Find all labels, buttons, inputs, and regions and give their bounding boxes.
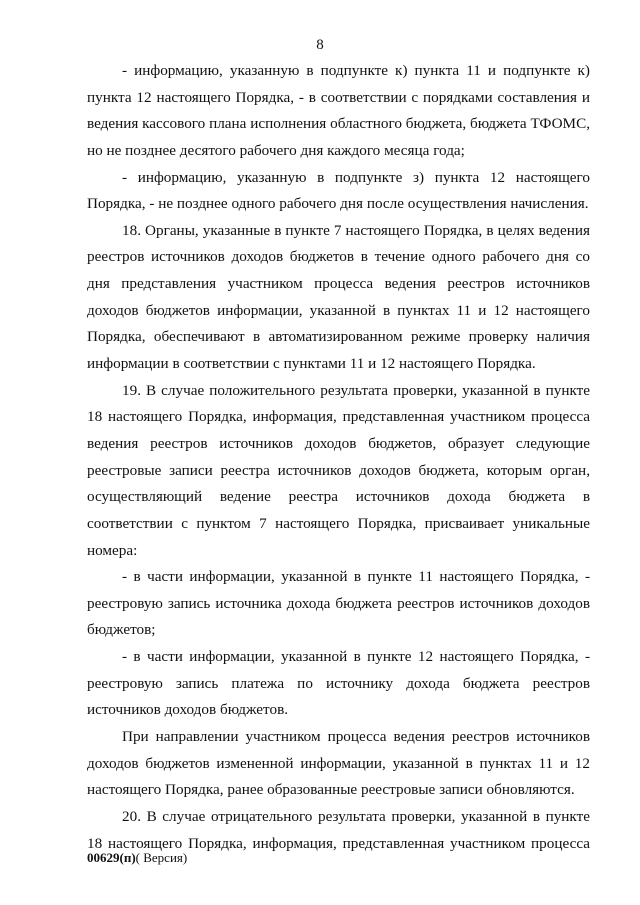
page-number: 8 — [316, 37, 324, 53]
text-line: ведения реестров источников доходов бюджетов, образует следующие — [87, 434, 590, 452]
text-line: соответствии с пунктом 7 настоящего Порядка, присваивает уникальные — [87, 514, 590, 532]
text-line: осуществляющий ведение реестра источников дохода бюджета в — [87, 488, 590, 506]
text-line: Порядка, - не позднее одного рабочего дня после осуществления начисления. — [87, 195, 589, 213]
text-line: ведения кассового плана исполнения областного бюджета, бюджета ТФОМС, — [87, 115, 590, 133]
text-line: настоящего Порядка, ранее образованные реестровые записи обновляются. — [87, 781, 575, 799]
text-line: - информацию, указанную в подпункте к) пункта 11 и подпункте к) — [122, 62, 590, 79]
text-line: - в части информации, указанной в пункте 11 настоящего Порядка, - — [122, 568, 590, 586]
text-line: 18. Органы, указанные в пункте 7 настоящего Порядка, в целях ведения — [122, 221, 590, 239]
text-line: 18 настоящего Порядка, информация, представленная участником процесса — [87, 834, 590, 852]
document-footer — [87, 850, 187, 866]
text-line: доходов бюджетов информации, указанной в пунктах 11 и 12 настоящего — [87, 301, 590, 319]
text-line: 18 настоящего Порядка, информация, представленная участником процесса — [87, 408, 590, 426]
text-line: номера: — [87, 541, 138, 559]
text-line: реестровую запись источника дохода бюджета реестров источников доходов — [87, 594, 590, 612]
text-line: информации в соответствии с пунктами 11 и 12 настоящего Порядка. — [87, 355, 536, 373]
text-line: источников доходов бюджетов. — [87, 701, 289, 719]
document-body — [87, 58, 590, 857]
text-line: - информацию, указанную в подпункте з) пункта 12 настоящего — [122, 168, 590, 186]
text-line: доходов бюджетов измененной информации, указанной в пунктах 11 и 12 — [87, 754, 590, 772]
text-line: но не позднее десятого рабочего дня каждого месяца года; — [87, 141, 465, 159]
document-version: ( Версия) — [135, 850, 188, 865]
text-line: - в части информации, указанной в пункте 12 настоящего Порядка, - — [122, 648, 590, 666]
text-line: бюджетов; — [87, 621, 156, 639]
text-line: 19. В случае положительного результата проверки, указанной в пункте — [122, 381, 590, 399]
text-line: реестров источников доходов бюджетов в течение одного рабочего дня со — [87, 248, 590, 266]
text-line: реестровую запись платежа по источнику дохода бюджета реестров — [87, 674, 590, 692]
document-code: 00629(п) — [87, 850, 136, 865]
text-line: Порядка, обеспечивают в автоматизированном режиме проверку наличия — [87, 328, 590, 346]
text-line: 20. В случае отрицательного результата проверки, указанной в пункте — [122, 807, 590, 825]
text-line: дня представления участником процесса ведения реестров источников — [87, 275, 590, 293]
text-line: пункта 12 настоящего Порядка, - в соответствии с порядками составления и — [87, 88, 590, 106]
text-line: реестровые записи реестра источников доходов бюджета, которым орган, — [87, 461, 590, 479]
text-line: При направлении участником процесса ведения реестров источников — [122, 728, 590, 746]
